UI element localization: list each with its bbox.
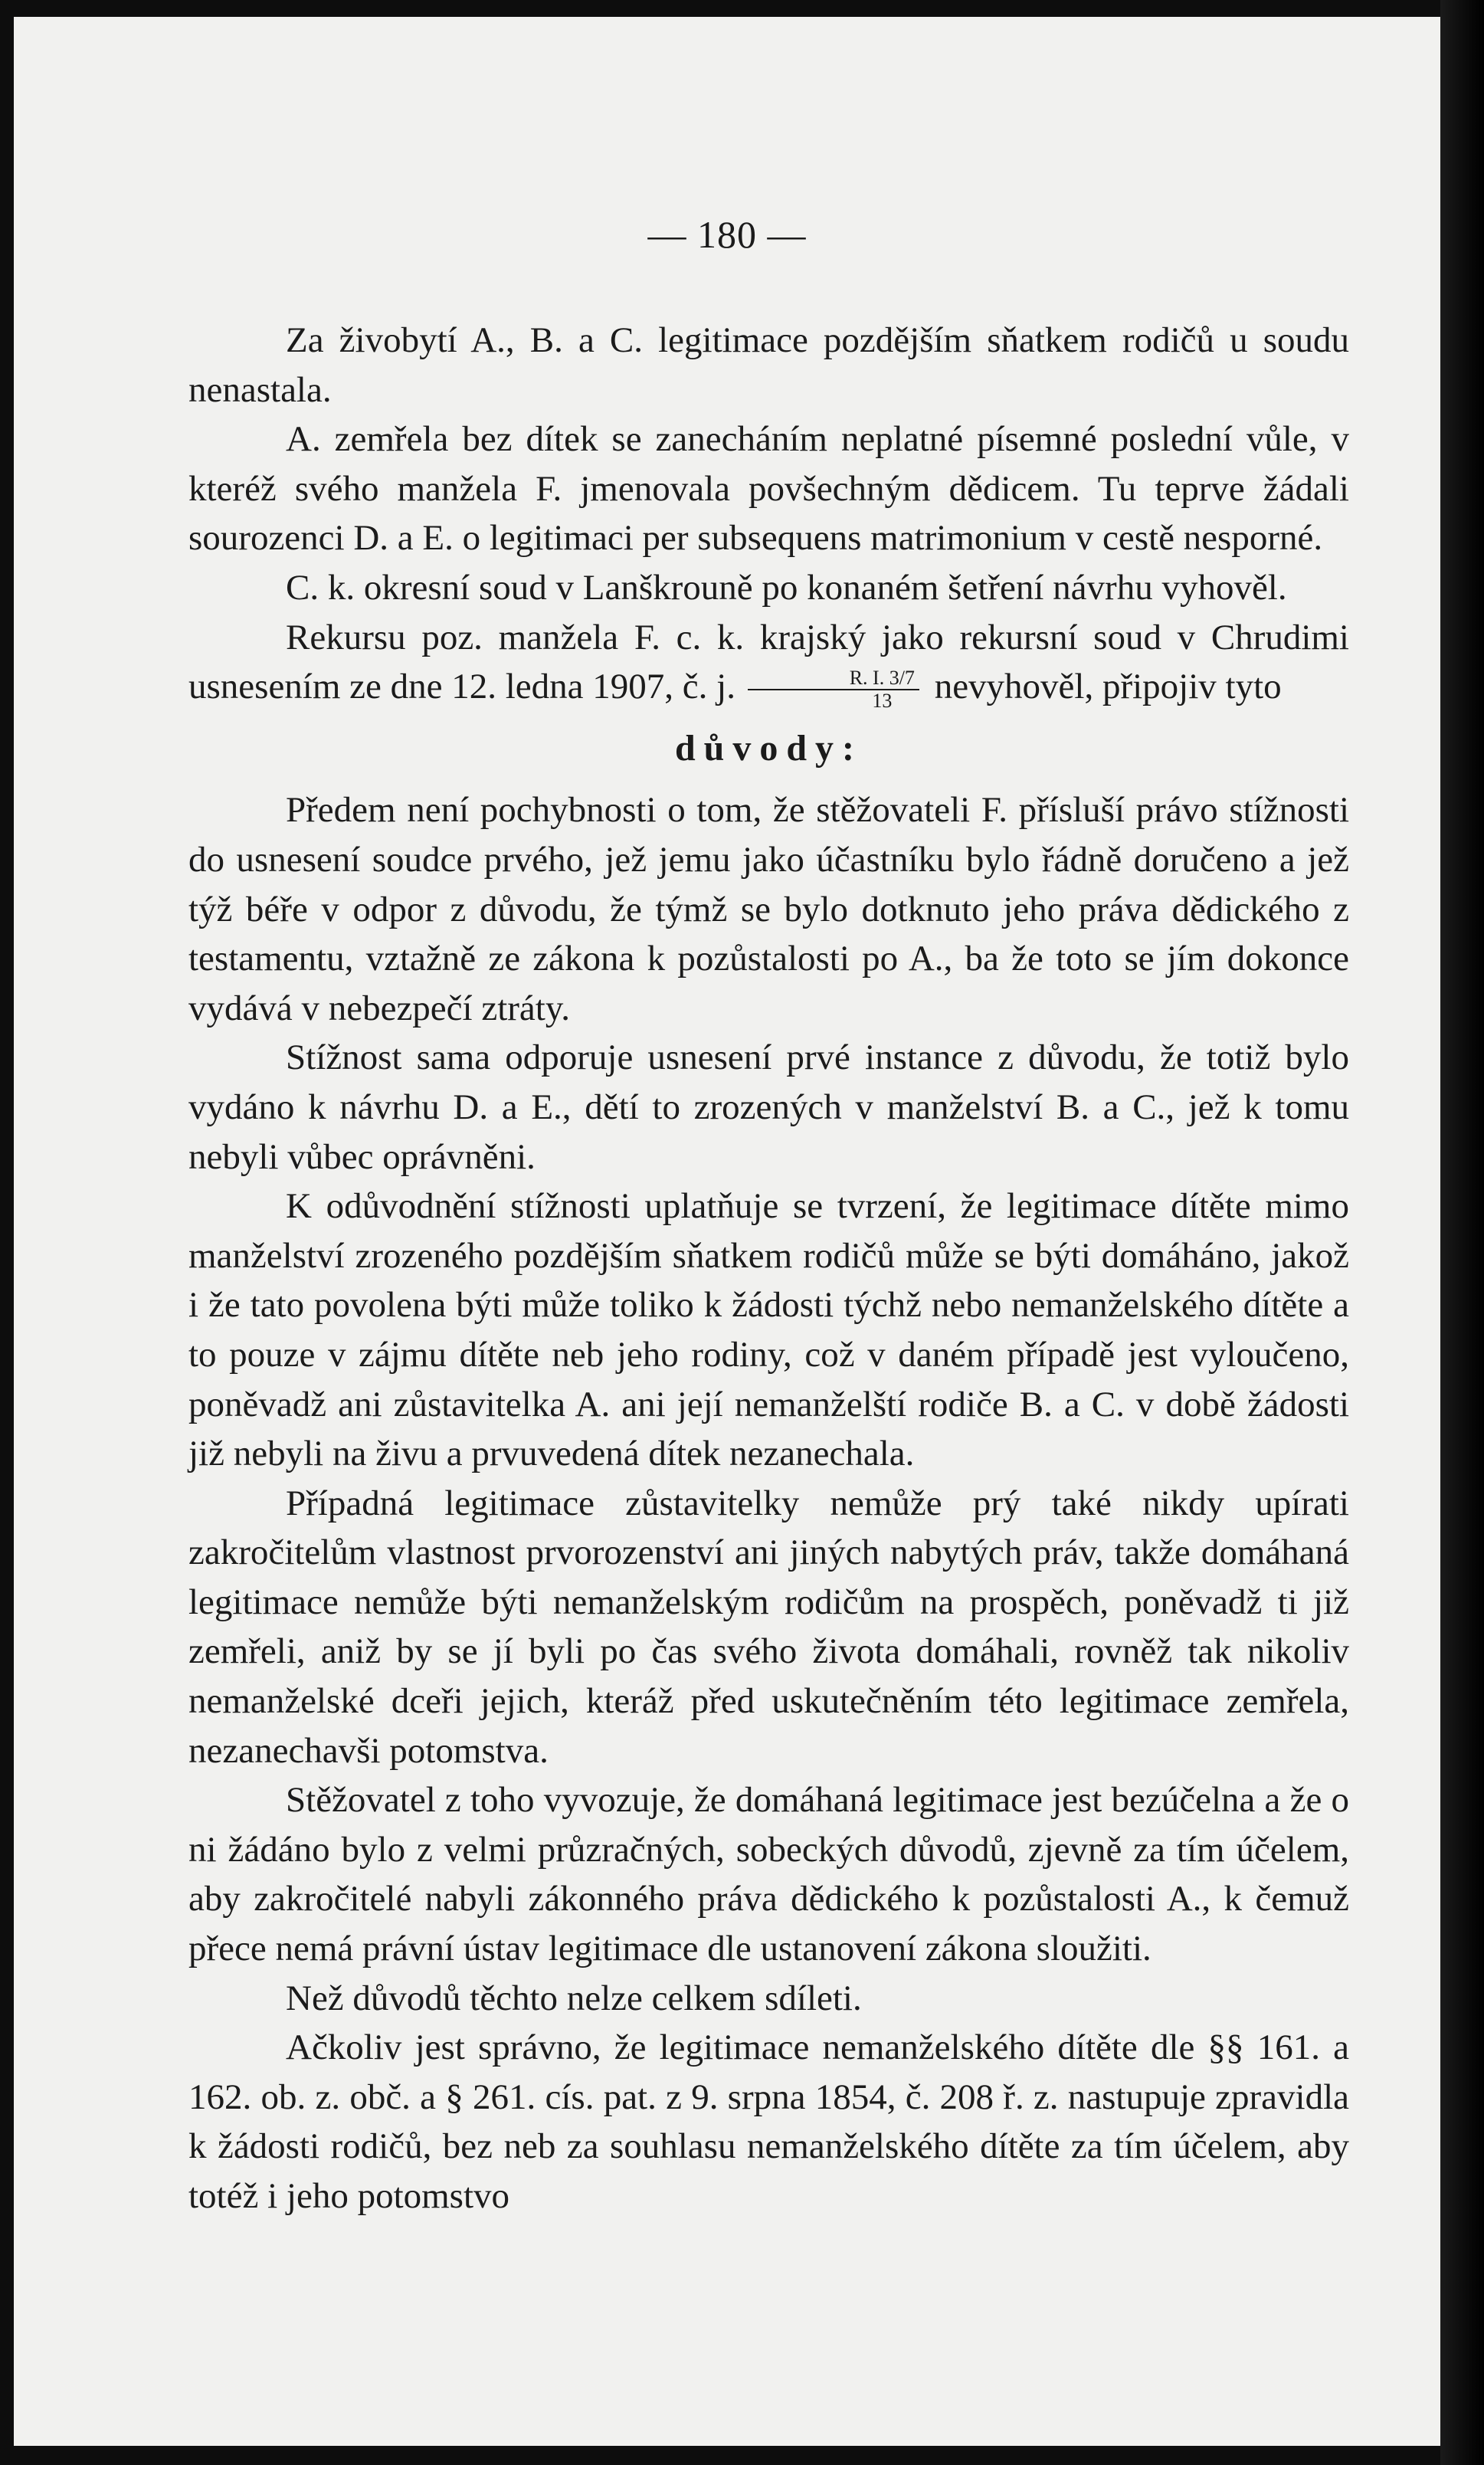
paragraph-6: K odůvodnění stížnosti uplatňuje se tvrzení, že legitimace dítěte mimo manželství zrozeného pozdějším sňatkem rodičů může se býti domáháno, jakož i že tato povolena býti může toliko k žádosti týchž nebo nemanželského dítěte a to pouze v zájmu dítěte neb jeho rodiny, což v daném případě jest vyloučeno, poněvadž ani zůstavitelka A. ani její nemanželští rodiče B. a C. v době žádosti již nebyli na živu a prvuvedená dítek nezanechala. <box>188 1186 1349 1474</box>
file-number-fraction <box>748 667 919 712</box>
paragraph-2: A. zemřela bez dítek se zanecháním neplatné písemné poslední vůle, v kteréž svého manžela F. jmenovala povšechným dědicem. Tu teprve žádali sourozenci D. a E. o legitimaci per subsequens matrimonium v cestě nesporné. <box>188 419 1349 559</box>
paragraph-1: Za živobytí A., B. a C. legitimace pozdějším sňatkem rodičů u soudu nenastala. <box>188 320 1349 410</box>
fraction-numerator: R. I. 3/7 <box>748 667 919 690</box>
paragraph-10: Ačkoliv jest správno, že legitimace nemanželského dítěte dle §§ 161. a 162. ob. z. obč. a § 261. cís. pat. z 9. srpna 1854, č. 208 ř. z. nastupuje zpravidla k žádosti rodičů, bez neb za souhlasu nemanželského dítěte za tím účelem, aby totéž i jeho potomstvo <box>188 2027 1349 2216</box>
fraction-denominator: 13 <box>872 690 893 713</box>
section-heading: důvody: <box>674 728 863 769</box>
book-page <box>14 17 1440 2446</box>
paragraph-recourse <box>188 613 1349 713</box>
paragraph-9: Než důvodů těchto nelze celkem sdíleti. <box>286 1978 862 2018</box>
recourse-text-after: nevyhověl, připojiv tyto <box>934 667 1282 707</box>
page-number: — 180 — <box>647 213 807 256</box>
paragraph-5: Stížnost sama odporuje usnesení prvé instance z důvodu, že totiž bylo vydáno k návrhu D. a E., dětí to zrozených v manželství B. a C., jež k tomu nebyli vůbec oprávněni. <box>188 1037 1349 1177</box>
paragraph-8: Stěžovatel z toho vyvozuje, že domáhaná legitimace jest bezúčelna a že o ni žádáno bylo z velmi průzračných, sobeckých důvodů, zjevně za tím účelem, aby zakročitelé nabyli zákonného práva dědického k pozůstalosti A., k čemuž přece nemá právní ústav legitimace dle ustanovení zákona sloužiti. <box>188 1780 1349 1969</box>
recourse-text-before: Rekursu poz. manžela F. c. k. krajský jako rekursní soud v Chrudimi usnesením ze dne 12. ledna 1907, č. j. <box>188 617 1349 707</box>
paragraph-7: Případná legitimace zůstavitelky nemůže prý také nikdy upírati zakročitelům vlastnost prvorozenství ani jiných nabytých práv, takže domáhaná legitimace nemůže býti nemanželským rodičům na prospěch, poněvadž ti již zemřeli, aniž by se jí byli po čas svého života domáhali, rovněž tak nikoliv nemanželské dceři jejich, kteráž před uskutečněním této legitimace zemřela, nezanechavši potomstva. <box>188 1483 1349 1771</box>
body-text <box>188 316 1349 2221</box>
scan-edge <box>1440 0 1484 2465</box>
paragraph-3: C. k. okresní soud v Lanškrouně po konaném šetření návrhu vyhověl. <box>286 567 1287 608</box>
paragraph-4: Předem není pochybnosti o tom, že stěžovateli F. přísluší právo stížnosti do usnesení soudce prvého, jež jemu jako účastníku bylo řádně doručeno a jež týž béře v odpor z důvodu, že týmž se bylo dotknuto jeho práva dědického z testamentu, vztažně ze zákona k pozůstalosti po A., ba že toto se jím dokonce vydává v nebezpečí ztráty. <box>188 790 1349 1028</box>
